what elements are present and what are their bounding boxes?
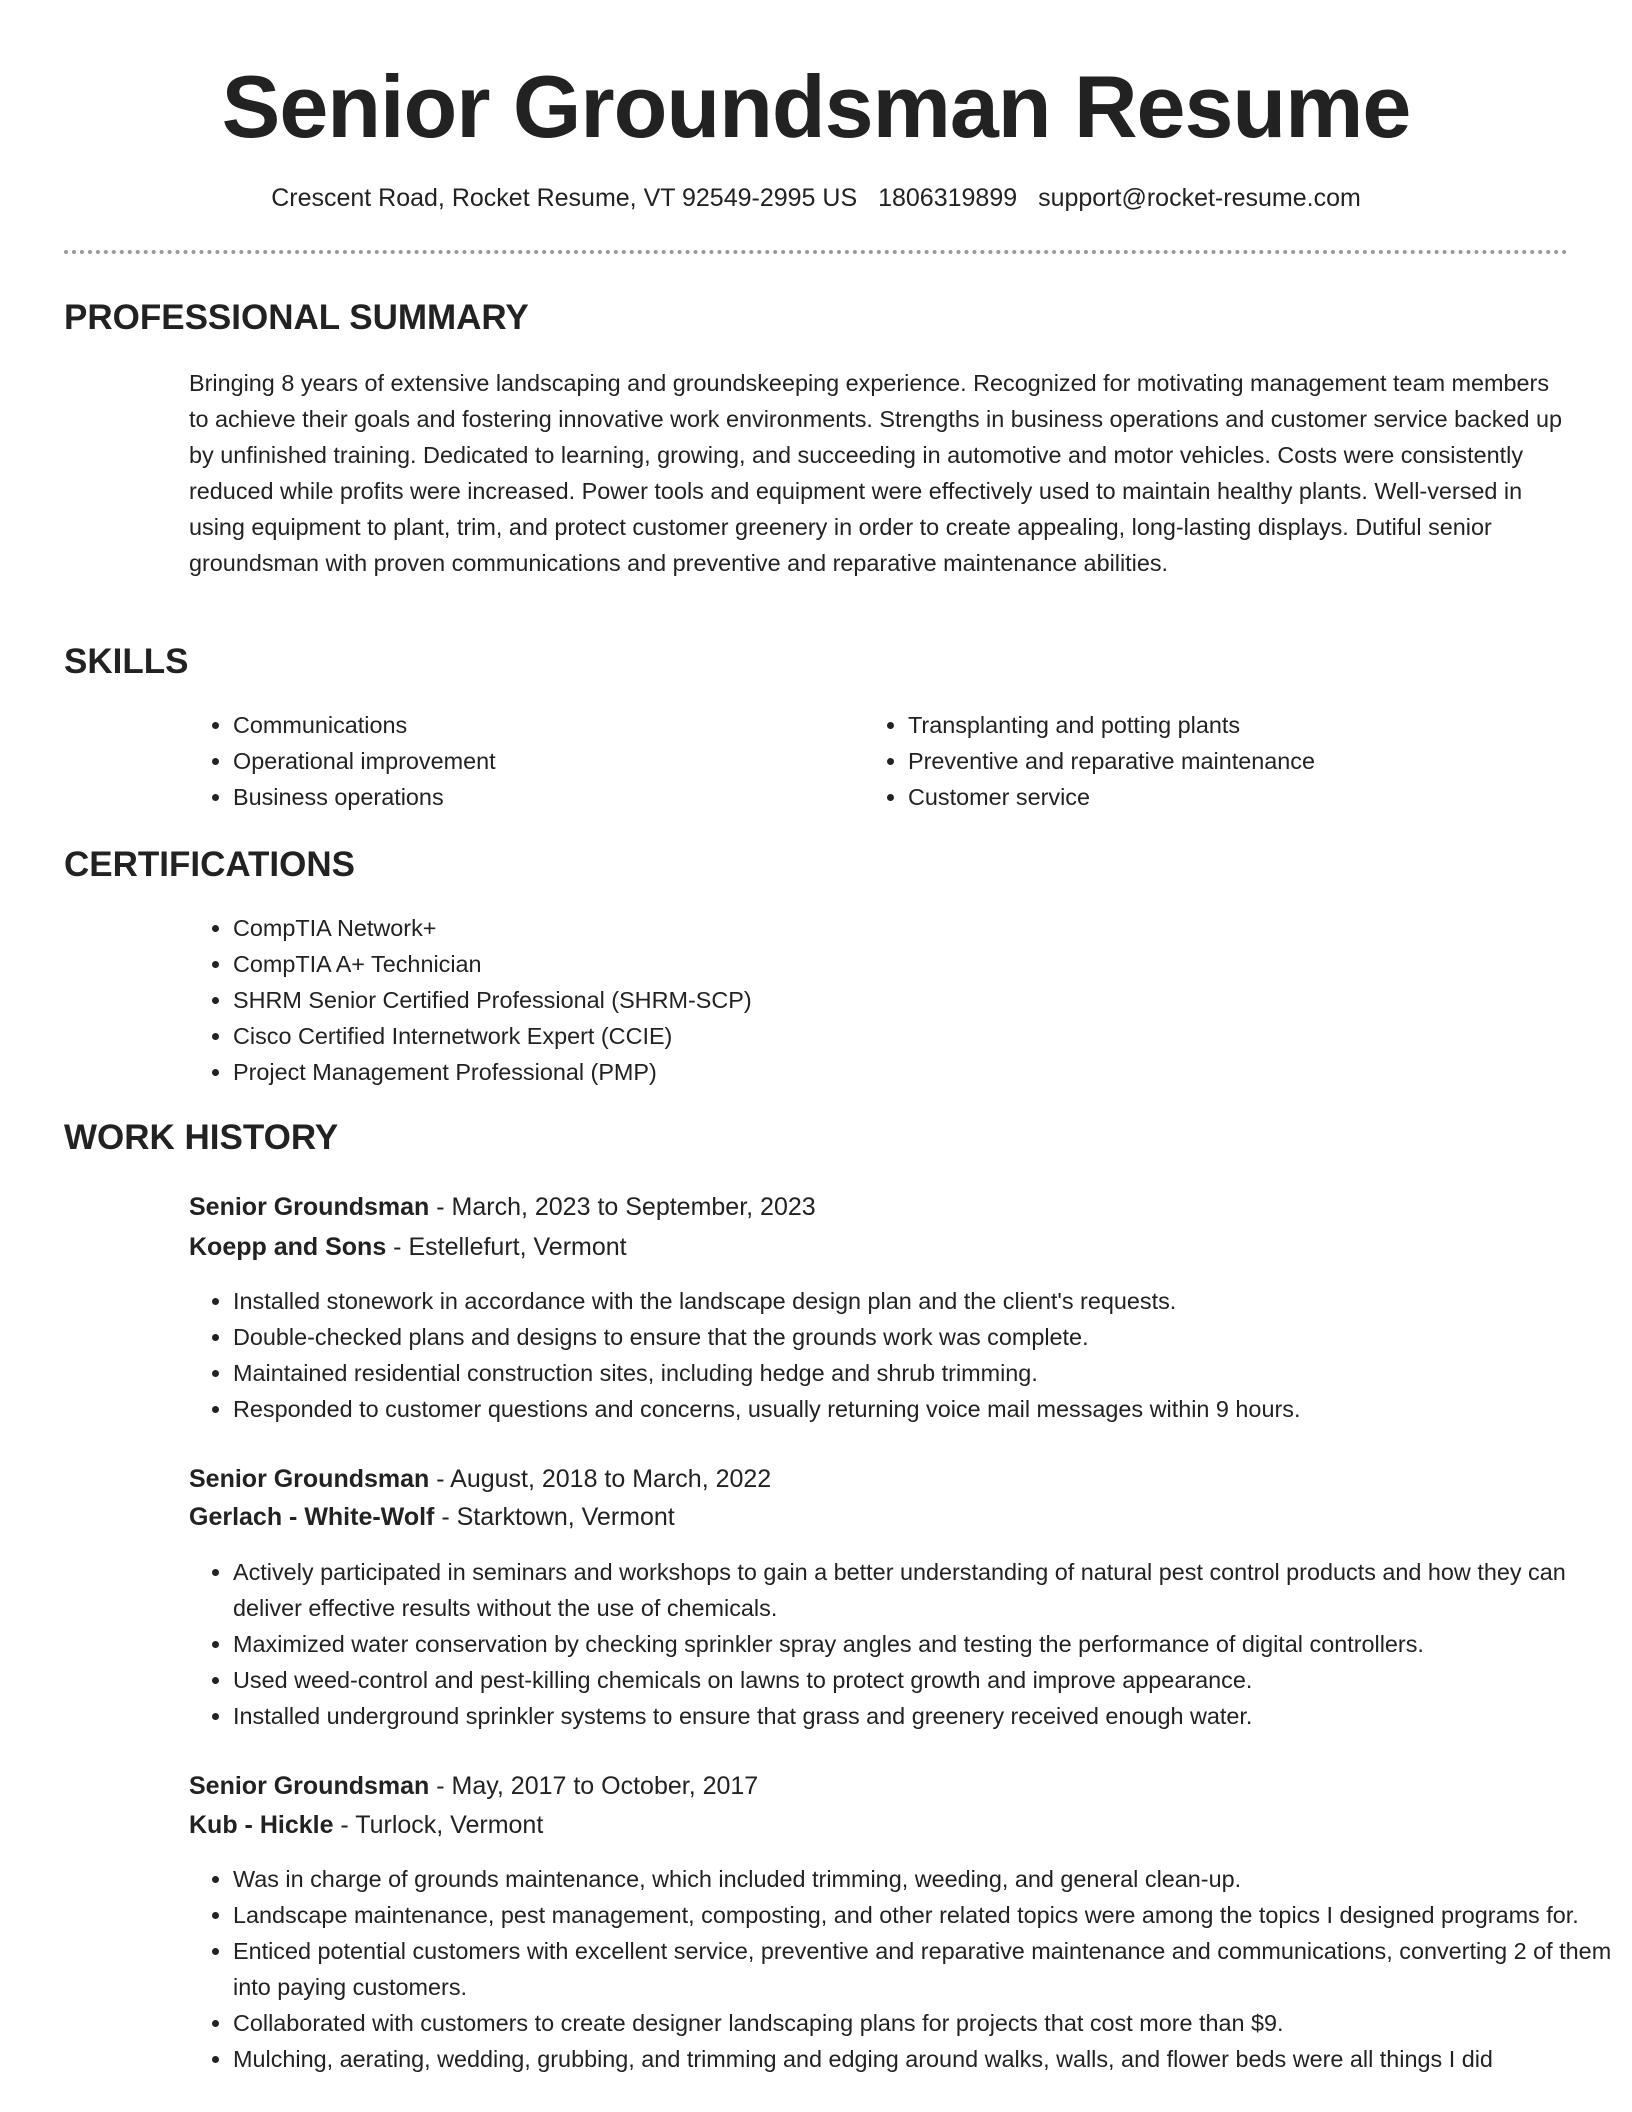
skills-list-left <box>189 707 833 815</box>
contact-address: Crescent Road, Rocket Resume, VT 92549-2995 US <box>271 184 858 212</box>
job-location: - Estellefurt, Vermont <box>386 1233 627 1261</box>
job-dates: - August, 2018 to March, 2022 <box>429 1465 772 1493</box>
certification-item: • Project Management Professional (PMP) <box>233 1054 1533 1090</box>
job-title-line <box>189 1767 758 1805</box>
job-company: Koepp and Sons <box>189 1233 387 1261</box>
certification-item: • CompTIA A+ Technician <box>233 946 1533 982</box>
certification-item: • SHRM Senior Certified Professional (SHRM-SCP) <box>233 982 1533 1018</box>
skills-heading: SKILLS <box>64 642 189 681</box>
header-divider <box>64 250 1568 254</box>
certifications-heading: CERTIFICATIONS <box>64 845 356 884</box>
skill-item: • Communications <box>233 707 833 743</box>
certification-item: • CompTIA Network+ <box>233 910 1533 946</box>
resume-title: Senior Groundsman Resume <box>221 57 1411 156</box>
job-bullet: • Responded to customer questions and concerns, usually returning voice mail messages within 9 hours. <box>233 1391 1623 1427</box>
job-bullets <box>189 1861 1623 2077</box>
work-history-heading: WORK HISTORY <box>64 1118 339 1157</box>
job-company-line <box>189 1498 675 1536</box>
skill-item: • Operational improvement <box>233 743 833 779</box>
job-bullet: • Actively participated in seminars and workshops to gain a better understanding of natural pest control products and how they can deliver effective results without the use of chemicals. <box>233 1554 1623 1626</box>
job-title-line <box>189 1460 771 1498</box>
job-bullet: • Double-checked plans and designs to ensure that the grounds work was complete. <box>233 1319 1623 1355</box>
job-bullets <box>189 1554 1623 1734</box>
job-bullet: • Used weed-control and pest-killing chemicals on lawns to protect growth and improve appearance. <box>233 1662 1623 1698</box>
job-location: - Starktown, Vermont <box>434 1503 675 1531</box>
contact-line <box>0 180 1632 216</box>
skills-list-right <box>864 707 1608 815</box>
contact-phone: 1806319899 <box>878 184 1018 212</box>
job-bullet: • Mulching, aerating, wedding, grubbing, and trimming and edging around walks, walls, and flower beds were all things I did <box>233 2041 1623 2077</box>
summary-heading: PROFESSIONAL SUMMARY <box>64 298 529 337</box>
job-company-line <box>189 1806 543 1844</box>
job-bullets <box>189 1283 1623 1427</box>
job-title-line <box>189 1188 816 1226</box>
skill-item: • Business operations <box>233 779 833 815</box>
job-dates: - March, 2023 to September, 2023 <box>429 1193 816 1221</box>
job-bullet: • Maintained residential construction sites, including hedge and shrub trimming. <box>233 1355 1623 1391</box>
certifications-list <box>189 910 1533 1090</box>
job-bullet: • Installed underground sprinkler systems to ensure that grass and greenery received enough water. <box>233 1698 1623 1734</box>
job-bullet: • Collaborated with customers to create designer landscaping plans for projects that cost more than $9. <box>233 2005 1623 2041</box>
job-title: Senior Groundsman <box>189 1193 430 1221</box>
summary-text: Bringing 8 years of extensive landscaping and groundskeeping experience. Recognized for motivating management team members to achieve their goals and fostering innovative work environments. Strengths in business operations and customer service backed up by unfinished training. Dedicated to learning, growing, and succeeding in automotive and motor vehicles. Costs were consistently reduced while profits were increased. Power tools and equipment were effectively used to maintain healthy plants. Well-versed in using equipment to plant, trim, and protect customer greenery in order to create appealing, long-lasting displays. Dutiful senior groundsman with proven communications and preventive and reparative maintenance abilities. <box>189 370 1563 576</box>
contact-email: support@rocket-resume.com <box>1038 184 1361 212</box>
job-bullet: • Enticed potential customers with excellent service, preventive and reparative maintenance and communications, converting 2 of them into paying customers. <box>233 1933 1623 2005</box>
job-company: Kub - Hickle <box>189 1811 334 1839</box>
job-bullet: • Maximized water conservation by checking sprinkler spray angles and testing the performance of digital controllers. <box>233 1626 1623 1662</box>
certification-item: • Cisco Certified Internetwork Expert (CCIE) <box>233 1018 1533 1054</box>
skill-item: • Preventive and reparative maintenance <box>908 743 1608 779</box>
job-bullet: • Was in charge of grounds maintenance, which included trimming, weeding, and general clean-up. <box>233 1861 1623 1897</box>
job-dates: - May, 2017 to October, 2017 <box>429 1772 759 1800</box>
skill-item: • Customer service <box>908 779 1608 815</box>
job-location: - Turlock, Vermont <box>333 1811 544 1839</box>
job-company-line <box>189 1228 627 1266</box>
job-bullet: • Installed stonework in accordance with the landscape design plan and the client's requests. <box>233 1283 1623 1319</box>
skill-item: • Transplanting and potting plants <box>908 707 1608 743</box>
job-bullet: • Landscape maintenance, pest management, composting, and other related topics were among the topics I designed programs for. <box>233 1897 1623 1933</box>
job-title: Senior Groundsman <box>189 1772 430 1800</box>
job-title: Senior Groundsman <box>189 1465 430 1493</box>
job-company: Gerlach - White-Wolf <box>189 1503 435 1531</box>
